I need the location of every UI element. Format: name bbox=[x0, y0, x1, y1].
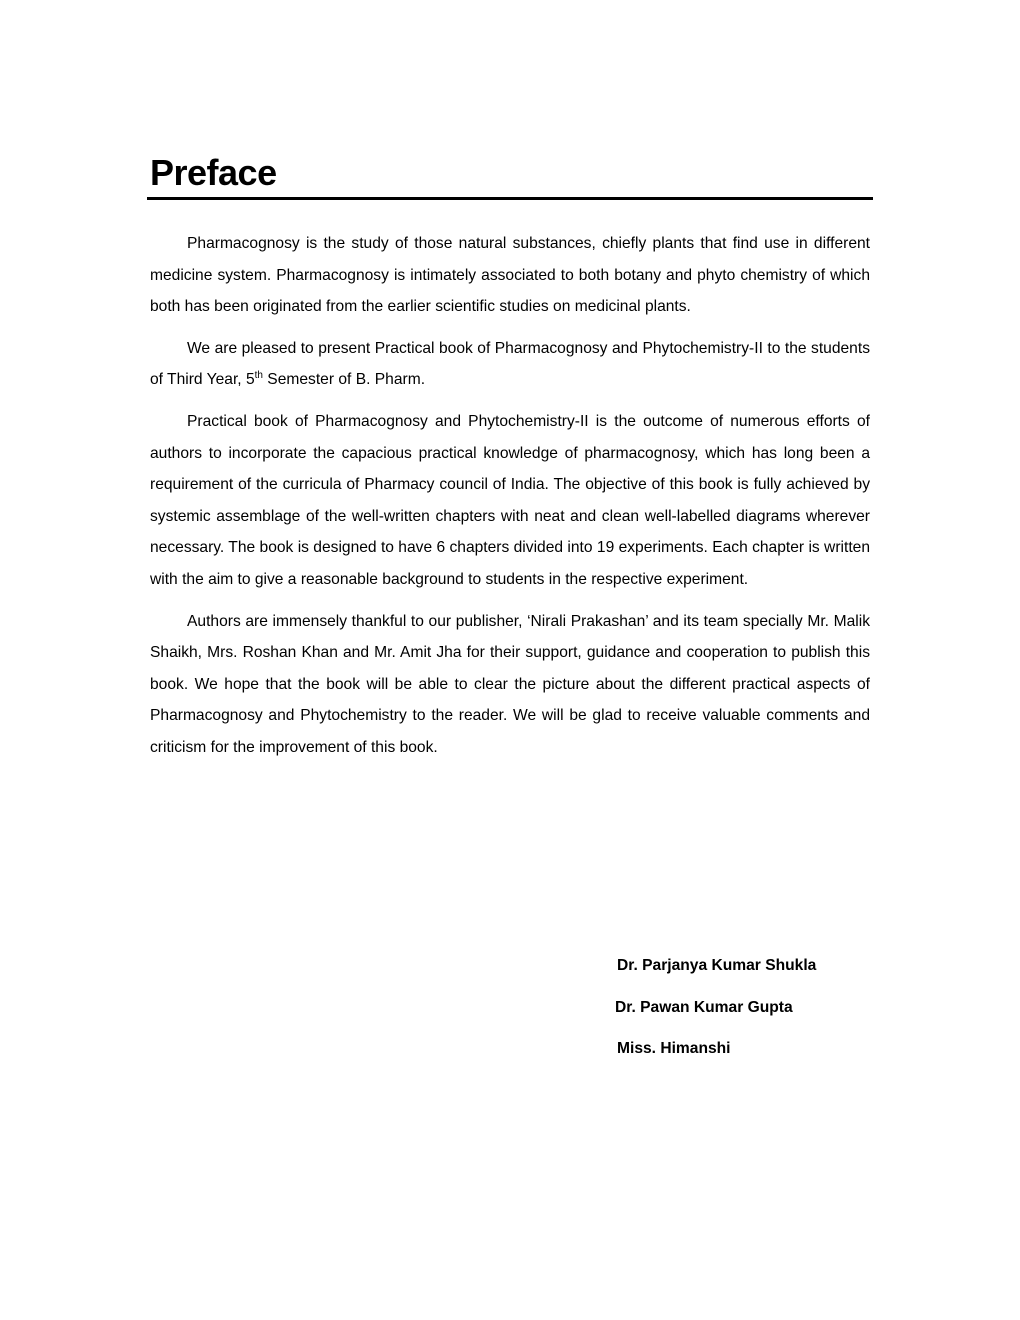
paragraph-2 bbox=[150, 333, 870, 396]
page-title: Preface bbox=[150, 152, 277, 193]
author-2: Dr. Pawan Kumar Gupta bbox=[615, 999, 793, 1016]
paragraph-2-text-end: Semester of B. Pharm. bbox=[262, 371, 426, 389]
paragraph-3: Practical book of Pharmacognosy and Phytochemistry-II is the outcome of numerous efforts of authors to incorporate the capacious practical knowledge of pharmacognosy, which has long been a requirement of the curricula of Pharmacy council of India. The objective of this book is fully achieved by systemic assemblage of the well-written chapters with neat and clean well-labelled diagrams wherever necessary. The book is designed to have 6 chapters divided into 19 experiments. Each chapter is written with the aim to give a reasonable background to students in the respective experiment. bbox=[150, 412, 870, 588]
preface-body bbox=[150, 228, 870, 774]
superscript: th bbox=[254, 370, 263, 382]
author-3: Miss. Himanshi bbox=[617, 1040, 731, 1057]
paragraph-1: Pharmacognosy is the study of those natural substances, chiefly plants that find use in different medicine system. Pharmacognosy is intimately associated to both botany and phyto chemistry of which both has been originated from the earlier scientific studies on medicinal plants. bbox=[150, 235, 870, 316]
paragraph-4: Authors are immensely thankful to our publisher, ‘Nirali Prakashan’ and its team specially Mr. Malik Shaikh, Mrs. Roshan Khan and Mr. Amit Jha for their support, guidance and cooperation to publish this book. We hope that the book will be able to clear the picture about the different practical aspects of Pharmacognosy and Phytochemistry to the reader. We will be glad to receive valuable comments and criticism for the improvement of this book. bbox=[150, 612, 870, 756]
title-underline bbox=[147, 197, 873, 200]
paragraph-2-text: We are pleased to present Practical book of Pharmacognosy and Phytochemistry-II to the students of Third Year, 5 bbox=[150, 339, 870, 389]
author-1: Dr. Parjanya Kumar Shukla bbox=[617, 957, 817, 974]
